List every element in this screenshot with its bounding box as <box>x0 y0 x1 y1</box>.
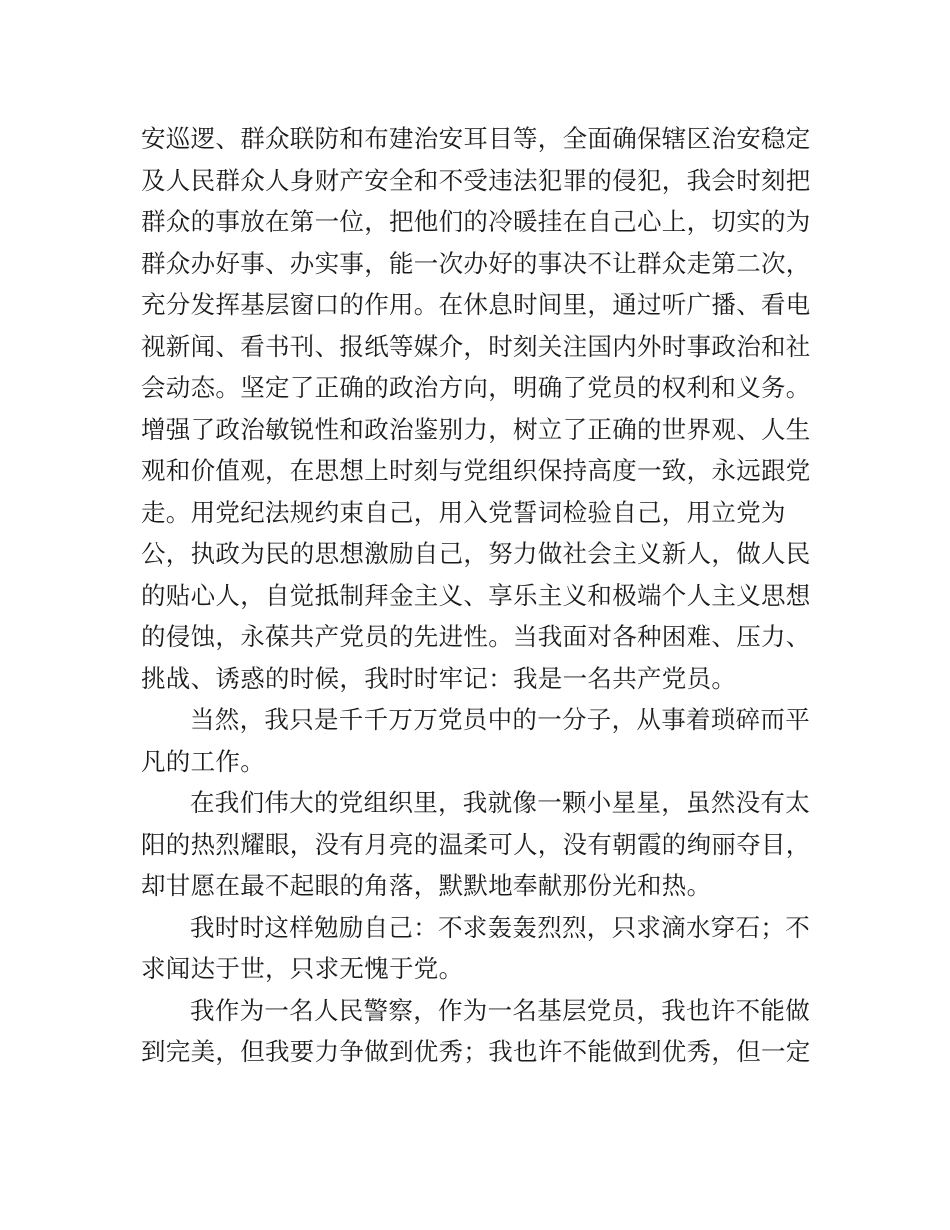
text-line: 凡的工作。 <box>141 746 265 776</box>
paragraph-start-line: 当然，我只是千千万万党员中的一分子，从事着琐碎而平 <box>190 705 810 734</box>
text-line: 视新闻、看书刊、报纸等媒介，时刻关注国内外时事政治和社 <box>141 331 811 361</box>
text-line: 观和价值观，在思想上时刻与党组织保持高度一致，永远跟党 <box>141 456 811 485</box>
text-line: 的贴心人，自觉抵制拜金主义、享乐主义和极端个人主义思想 <box>141 580 811 610</box>
text-line: 会动态。坚定了正确的政治方向，明确了党员的权利和义务。 <box>141 373 811 402</box>
text-line: 群众的事放在第一位，把他们的冷暖挂在自己心上，切实的为 <box>141 207 811 236</box>
paragraph-start-line: 我作为一名人民警察，作为一名基层党员，我也许不能做 <box>190 995 810 1025</box>
text-line: 及人民群众人身财产安全和不受违法犯罪的侵犯，我会时刻把 <box>141 165 811 195</box>
text-line: 充分发挥基层窗口的作用。在休息时间里，通过听广播、看电 <box>141 290 811 319</box>
text-line: 增强了政治敏锐性和政治鉴别力，树立了正确的世界观、人生 <box>141 414 811 444</box>
text-line: 的侵蚀，永葆共产党员的先进性。当我面对各种困难、压力、 <box>141 622 811 651</box>
text-line: 公，执政为民的思想激励自己，努力做社会主义新人，做人民 <box>141 539 811 568</box>
paragraph-start-line: 在我们伟大的党组织里，我就像一颗小星星，虽然没有太 <box>190 788 810 817</box>
text-line: 走。用党纪法规约束自己，用入党誓词检验自己，用立党为 <box>141 497 786 527</box>
body-text <box>141 118 811 1073</box>
paragraph-start-line: 我时时这样勉励自己：不求轰轰烈烈，只求滴水穿石；不 <box>190 912 810 942</box>
text-line: 到完美，但我要力争做到优秀；我也许不能做到优秀，但一定 <box>141 1037 811 1066</box>
text-line: 却甘愿在最不起眼的角落，默默地奉献那份光和热。 <box>141 871 712 900</box>
text-line: 挑战、诱惑的时候，我时时牢记：我是一名共产党员。 <box>141 663 737 693</box>
text-line: 求闻达于世，只求无愧于党。 <box>141 954 464 983</box>
text-line: 安巡逻、群众联防和布建治安耳目等，全面确保辖区治安稳定 <box>141 124 811 153</box>
text-line: 群众办好事、办实事，能一次办好的事决不让群众走第二次， <box>141 248 811 278</box>
text-line: 阳的热烈耀眼，没有月亮的温柔可人，没有朝霞的绚丽夺目， <box>141 829 811 859</box>
